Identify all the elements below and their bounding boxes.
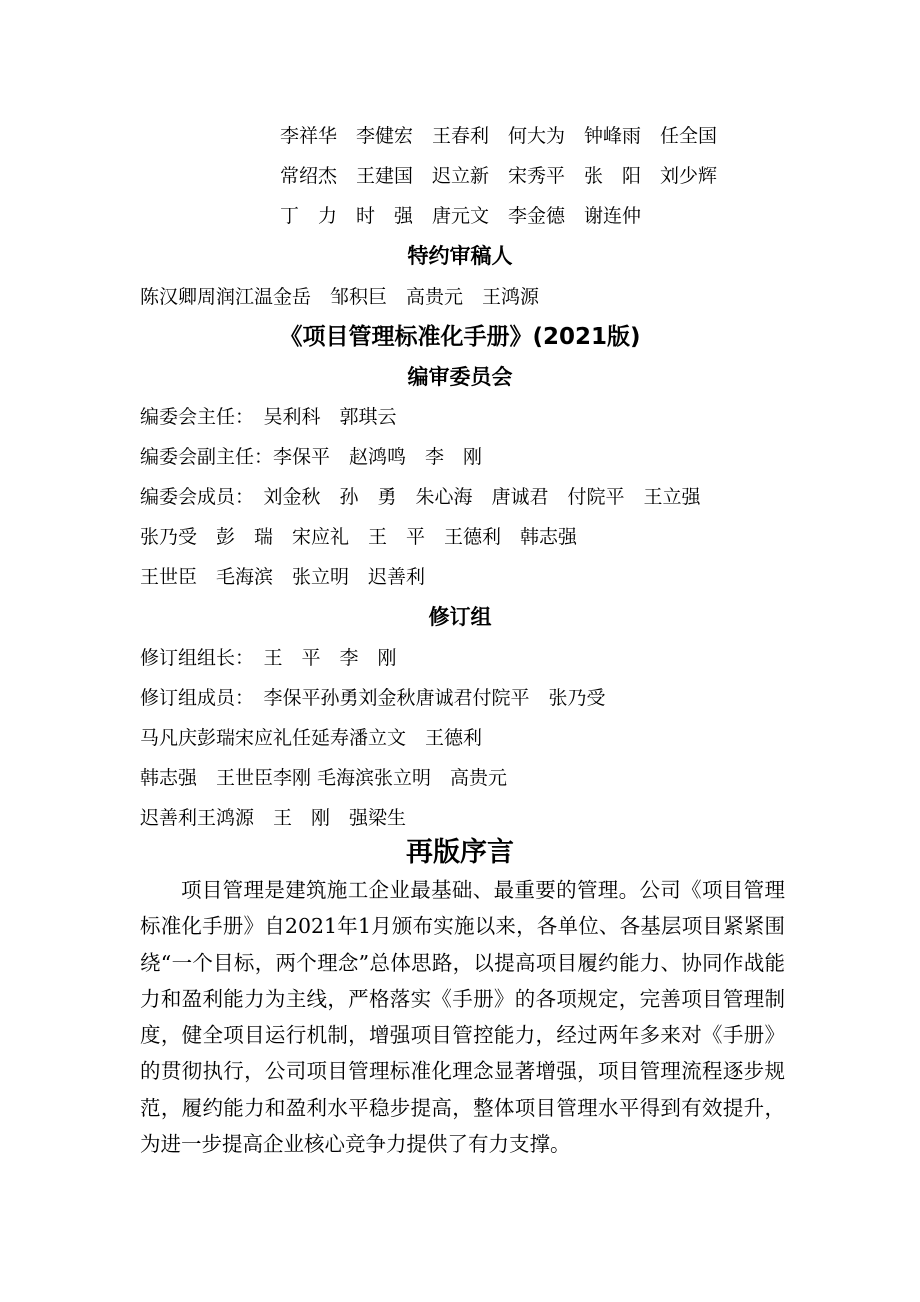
revision-group-heading: 修订组 [428, 605, 492, 629]
committee-line: 编委会副主任：李保平 赵鸿鸣 李 刚 [140, 446, 483, 468]
manual-title: 《项目管理标准化手册》(2021版) [279, 324, 641, 350]
revision-group-line: 修订组成员： 李保平孙勇刘金秋唐诚君付院平 张乃受 [140, 687, 606, 709]
committee-heading: 编审委员会 [407, 365, 513, 389]
special-reviewers-heading: 特约审稿人 [407, 244, 513, 268]
revision-group-line: 修订组组长： 王 平 李 刚 [140, 647, 397, 669]
name-list-line: 丁 力 时 强 唐元文 李金德 谢连仲 [280, 205, 642, 227]
committee-line: 王世臣 毛海滨 张立明 迟善利 [140, 566, 426, 588]
revision-group-line: 迟善利王鸿源 王 刚 强梁生 [140, 807, 407, 829]
revision-group-line: 韩志强 王世臣李刚 毛海滨张立明 高贵元 [140, 767, 508, 789]
name-list-line: 常绍杰 王建国 迟立新 宋秀平 张 阳 刘少辉 [280, 165, 718, 187]
special-reviewers-names: 陈汉卿周润江温金岳 邹积巨 高贵元 王鸿源 [140, 286, 540, 308]
preface-body: 项目管理是建筑施工企业最基础、最重要的管理。公司《项目管理标准化手册》自2021年1月颁布实施以来，各单位、各基层项目紧紧围绕“一个目标，两个理念”总体思路，以提高项目履约能力、协同作战能力和盈利能力为主线，严格落实《手册》的各项规定，完善项目管理制度，健全项目运行机制，增强项目管控能力，经过两年多来对《手册》的贯彻执行，公司项目管理标准化理念显著增强，项目管理流程逐步规范，履约能力和盈利水平稳步提高，整体项目管理水平得到有效提升，为进一步提高企业核心竞争力提供了有力支撑。 [140, 878, 785, 1157]
committee-line: 张乃受 彭 瑞 宋应礼 王 平 王德利 韩志强 [140, 526, 578, 548]
committee-line: 编委会主任： 吴利科 郭琪云 [140, 406, 397, 428]
name-list-line: 李祥华 李健宏 王春利 何大为 钟峰雨 任全国 [280, 125, 718, 147]
preface-heading: 再版序言 [406, 837, 514, 868]
revision-group-line: 马凡庆彭瑞宋应礼任延寿潘立文 王德利 [140, 727, 483, 749]
committee-line: 编委会成员： 刘金秋 孙 勇 朱心海 唐诚君 付院平 王立强 [140, 486, 701, 508]
